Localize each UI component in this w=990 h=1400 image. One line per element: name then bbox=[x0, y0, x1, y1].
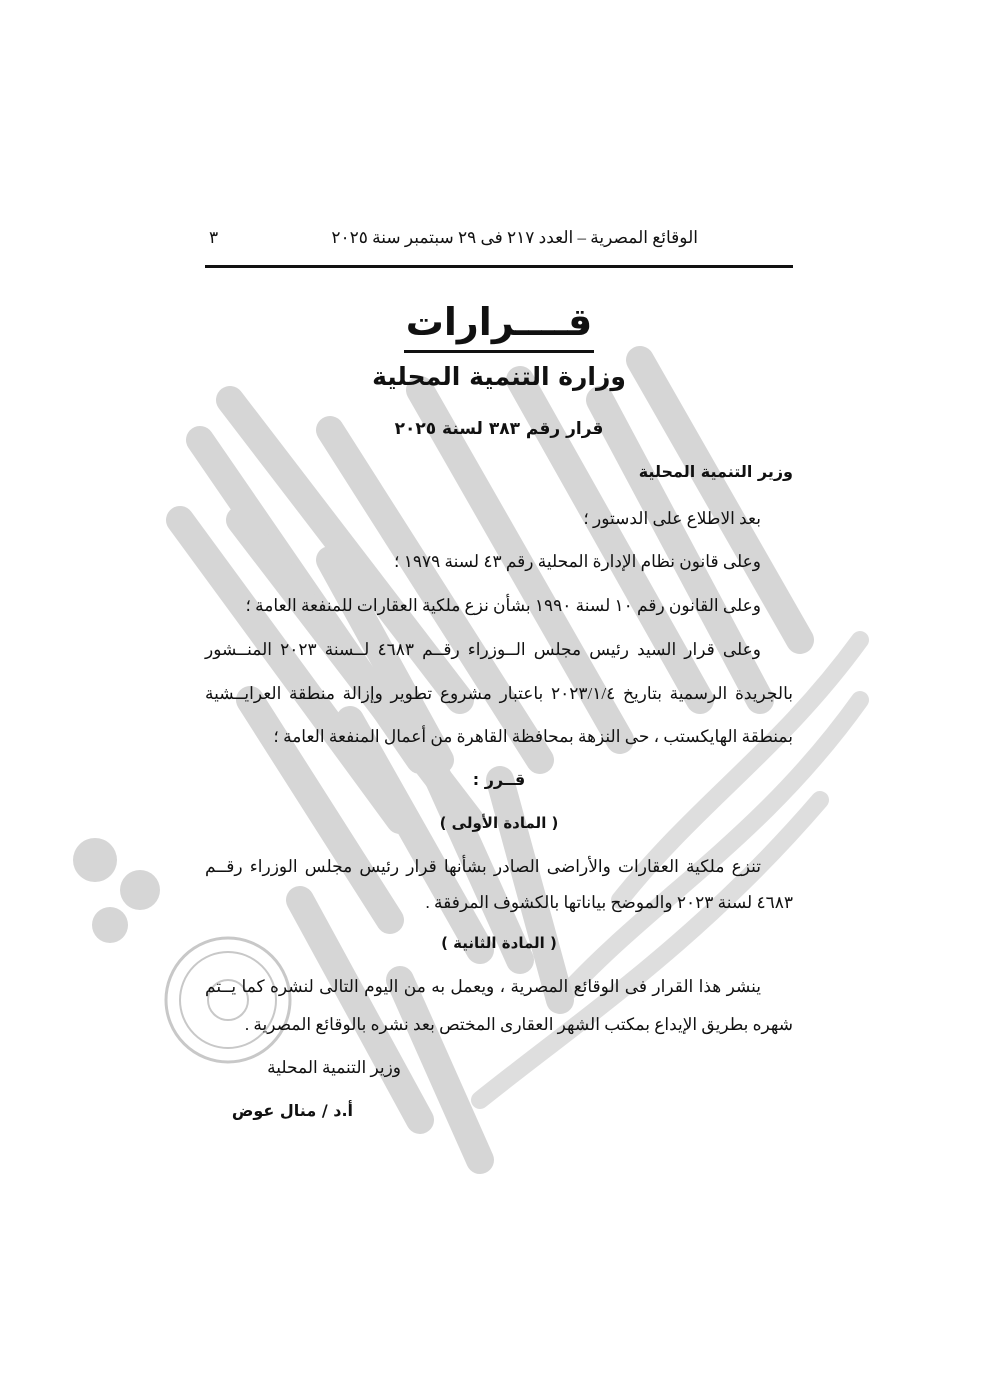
article-1-heading: ( المادة الأولى ) bbox=[439, 814, 559, 832]
signature-title: وزير التنمية المحلية bbox=[267, 1058, 401, 1077]
preamble-line: بمنطقة الهايكستب ، حى النزهة بمحافظة القاهرة من أعمال المنفعة العامة ؛ bbox=[273, 727, 793, 746]
minister-heading: وزير التنمية المحلية bbox=[638, 462, 793, 481]
preamble-line: بعد الاطلاع على الدستور ؛ bbox=[583, 509, 761, 528]
preamble-line: وعلى القانون رقم ١٠ لسنة ١٩٩٠ بشأن نزع ملكية العقارات للمنفعة العامة ؛ bbox=[245, 596, 761, 615]
decree-number: قرار رقم ٣٨٣ لسنة ٢٠٢٥ bbox=[394, 419, 604, 439]
section-title bbox=[205, 300, 793, 344]
preamble-line: بالجريدة الرسمية بتاريخ ٢٠٢٣/١/٤ باعتبار مشروع تطوير وإزالة منطقة العرايــشية bbox=[205, 684, 793, 703]
article-1-line: ٤٦٨٣ لسنة ٢٠٢٣ والموضح بياناتها بالكشوف المرفقة . bbox=[425, 893, 793, 912]
article-2-line: شهره بطريق الإيداع بمكتب الشهر العقارى المختص بعد نشره بالوقائع المصرية . bbox=[244, 1015, 793, 1034]
header-divider bbox=[205, 265, 793, 268]
running-header bbox=[205, 228, 793, 256]
article-2-heading: ( المادة الثانية ) bbox=[441, 934, 557, 952]
header-title: الوقائع المصرية – العدد ٢١٧ فى ٢٩ سبتمبر سنة ٢٠٢٥ bbox=[331, 228, 698, 247]
signature-name: أ.د / منال عوض bbox=[231, 1101, 353, 1120]
preamble-line: وعلى قانون نظام الإدارة المحلية رقم ٤٣ لسنة ١٩٧٩ ؛ bbox=[394, 552, 761, 571]
ministry-heading: وزارة التنمية المحلية bbox=[372, 362, 626, 391]
article-1-line: تنزع ملكية العقارات والأراضى الصادر بشأنها قرار رئيس مجلس الوزراء رقــم bbox=[205, 857, 761, 876]
section-title-text: قــــرارات bbox=[404, 300, 595, 353]
article-2-line: ينشر هذا القرار فى الوقائع المصرية ، ويعمل به من اليوم التالى لنشره كما يــتم bbox=[205, 977, 761, 996]
page-number: ٣ bbox=[209, 228, 219, 247]
preamble-line: وعلى قرار السيد رئيس مجلس الــوزراء رقــم ٤٦٨٣ لــسنة ٢٠٢٣ المنــشور bbox=[205, 640, 762, 659]
gazette-page bbox=[205, 0, 793, 1400]
decided-heading: قــرر : bbox=[472, 770, 526, 789]
